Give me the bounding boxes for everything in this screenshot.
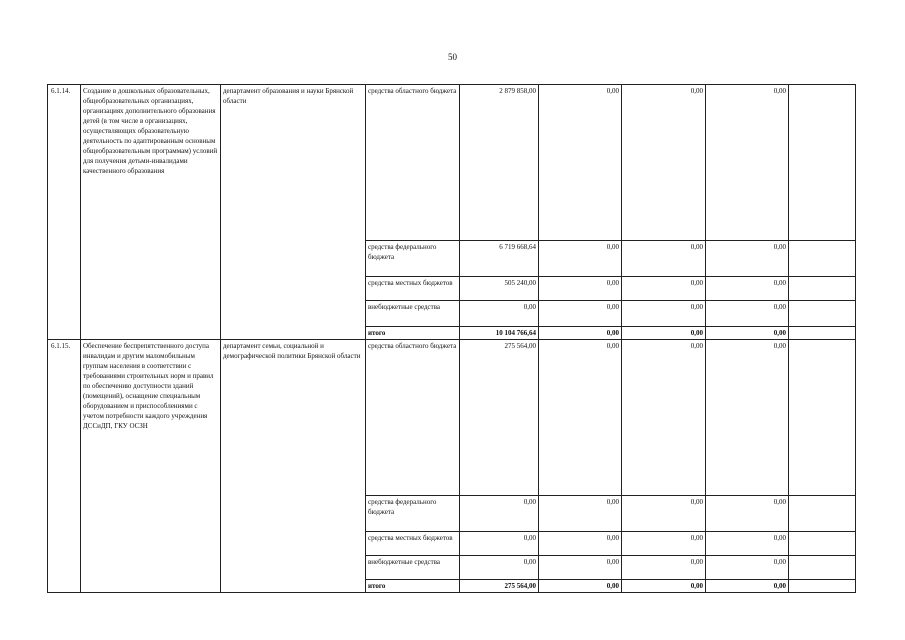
- empty-cell: [789, 241, 856, 277]
- funding-value: 0,00: [622, 532, 706, 556]
- funding-value: 0,00: [706, 241, 789, 277]
- page-number: 50: [448, 52, 457, 62]
- funding-total-value: 10 104 766,64: [460, 327, 539, 340]
- funding-value: 275 564,00: [460, 340, 539, 496]
- funding-value: 0,00: [539, 496, 622, 532]
- funding-table: [47, 84, 856, 593]
- funding-value: 0,00: [706, 301, 789, 327]
- funding-value: 0,00: [539, 556, 622, 580]
- funding-value: 0,00: [622, 496, 706, 532]
- funding-source: средства местных бюджетов: [366, 532, 460, 556]
- funding-value: 0,00: [622, 85, 706, 241]
- funding-total-value: 0,00: [622, 580, 706, 593]
- funding-value: 0,00: [622, 241, 706, 277]
- funding-value: 0,00: [622, 277, 706, 301]
- item-name: Обеспечение беспрепятственного доступа инвалидам и другим маломобильным группам населения в соответствии с требованиями строительных норм и правил по обеспечению доступности зданий (помещений), оснащение специальным оборудованием и приспособлениями с учетом потребности каждого учреждения ДССиДП, ГКУ ОСЗН: [81, 340, 221, 593]
- funding-value: 0,00: [706, 277, 789, 301]
- funding-value: 0,00: [539, 85, 622, 241]
- funding-value: 0,00: [622, 556, 706, 580]
- funding-source: средства областного бюджета: [366, 340, 460, 496]
- empty-cell: [789, 532, 856, 556]
- funding-value: 0,00: [539, 241, 622, 277]
- item-executor: департамент образования и науки Брянской области: [221, 85, 366, 340]
- funding-value: 0,00: [460, 532, 539, 556]
- funding-source: внебюджетные средства: [366, 301, 460, 327]
- funding-value: 0,00: [539, 277, 622, 301]
- funding-value: 0,00: [539, 301, 622, 327]
- funding-value: 0,00: [706, 556, 789, 580]
- funding-total-value: 275 564,00: [460, 580, 539, 593]
- funding-value: 0,00: [460, 301, 539, 327]
- empty-cell: [789, 277, 856, 301]
- item-name: Создание в дошкольных образовательных, общеобразовательных организациях, организациях дополнительного образования детей (в том числе в организациях, осуществляющих образовательную деятельность по адаптированным основным общеобразовательным программам) условий для получения детьми-инвалидами качественного образования: [81, 85, 221, 340]
- funding-value: 0,00: [706, 340, 789, 496]
- empty-cell: [789, 340, 856, 496]
- funding-value: 505 240,00: [460, 277, 539, 301]
- empty-cell: [789, 580, 856, 593]
- funding-value: 0,00: [622, 340, 706, 496]
- empty-cell: [789, 496, 856, 532]
- empty-cell: [789, 556, 856, 580]
- funding-value: 0,00: [706, 532, 789, 556]
- funding-value: 0,00: [539, 532, 622, 556]
- table-row: [48, 340, 856, 496]
- funding-value: 0,00: [539, 340, 622, 496]
- empty-cell: [789, 327, 856, 340]
- funding-source: средства местных бюджетов: [366, 277, 460, 301]
- funding-value: 0,00: [706, 496, 789, 532]
- funding-total-value: 0,00: [539, 327, 622, 340]
- funding-value: 0,00: [460, 496, 539, 532]
- funding-value: 2 879 858,00: [460, 85, 539, 241]
- item-code: 6.1.15.: [48, 340, 81, 593]
- funding-source: средства федерального бюджета: [366, 496, 460, 532]
- funding-total-value: 0,00: [706, 580, 789, 593]
- item-code: 6.1.14.: [48, 85, 81, 340]
- empty-cell: [789, 85, 856, 241]
- funding-total-value: 0,00: [706, 327, 789, 340]
- funding-total-label: итого: [366, 580, 460, 593]
- funding-value: 0,00: [706, 85, 789, 241]
- funding-total-label: итого: [366, 327, 460, 340]
- funding-value: 0,00: [622, 301, 706, 327]
- funding-value: 0,00: [460, 556, 539, 580]
- empty-cell: [789, 301, 856, 327]
- funding-total-value: 0,00: [622, 327, 706, 340]
- funding-source: средства федерального бюджета: [366, 241, 460, 277]
- funding-source: средства областного бюджета: [366, 85, 460, 241]
- table-row: [48, 85, 856, 241]
- funding-total-value: 0,00: [539, 580, 622, 593]
- funding-source: внебюджетные средства: [366, 556, 460, 580]
- funding-value: 6 719 668,64: [460, 241, 539, 277]
- item-executor: департамент семьи, социальной и демографической политики Брянской области: [221, 340, 366, 593]
